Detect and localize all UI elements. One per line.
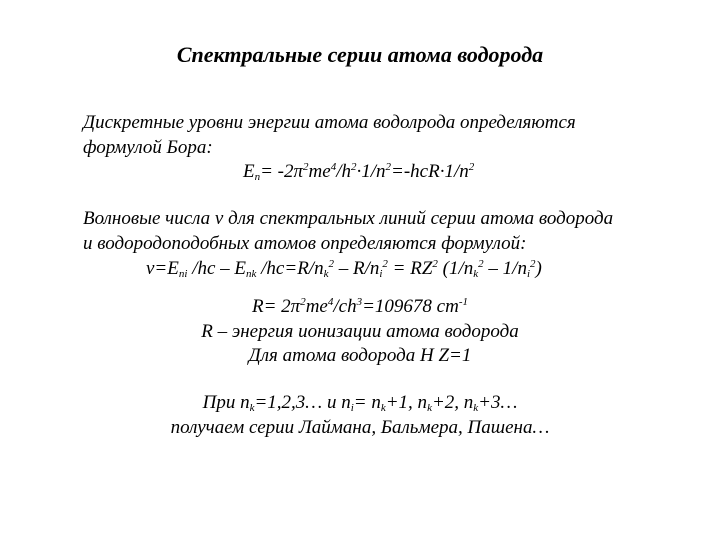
formula-text: =-hcR·1/n	[391, 161, 469, 182]
formula-text: =1,2,3… и n	[254, 392, 351, 413]
formula-sup: -1	[458, 296, 468, 308]
formula-sup: 3	[356, 296, 363, 308]
hydrogen-z-note: Для атома водорода H Z=1	[248, 345, 472, 366]
formula-text: me	[305, 296, 328, 317]
formula-text: – R/n	[333, 258, 380, 279]
formula-sub: k	[323, 268, 329, 280]
formula-sub: nk	[246, 268, 257, 280]
intro-line-1: Дискретные уровни энергии атома водолрода определяются	[83, 112, 576, 133]
rydberg-formula	[0, 296, 720, 318]
formula-sub: ni	[178, 268, 188, 280]
formula-text: = RZ	[387, 258, 433, 279]
formula-text: /hc=R/n	[256, 258, 324, 279]
intro-line-2: формулой Бора:	[83, 137, 213, 158]
formula-text: = -2π	[260, 161, 304, 182]
formula-sup: 2	[468, 161, 475, 173]
formula-sup: 2	[300, 296, 306, 308]
formula-text: При n	[202, 392, 250, 413]
formula-text: )	[535, 258, 542, 279]
formula-text: me	[308, 161, 331, 182]
formula-sup: 2	[328, 258, 334, 270]
formula-text: /hc – E	[187, 258, 247, 279]
formula-sup: 2	[432, 258, 438, 270]
wavenumber-formula	[146, 258, 542, 280]
page-title: Спектральные серии атома водорода	[176, 42, 544, 67]
formula-sub: k	[380, 402, 386, 414]
formula-sub: i	[379, 268, 383, 280]
bohr-formula	[243, 161, 474, 183]
formula-text: (1/n	[437, 258, 474, 279]
waves-line-1: Волновые числа ν для спектральных линий серии атома водорода	[83, 208, 614, 229]
formula-text: +3…	[478, 392, 518, 413]
formula-text: /h	[336, 161, 351, 182]
formula-sup: 2	[303, 161, 309, 173]
formula-text: ·1/n	[356, 161, 386, 182]
rydberg-definition: R – энергия ионизации атома водорода	[201, 321, 519, 342]
formula-sup: 2	[385, 161, 391, 173]
series-condition	[0, 392, 720, 414]
formula-sup: 2	[478, 258, 484, 270]
formula-text: = n	[353, 392, 381, 413]
formula-text: – 1/n	[483, 258, 527, 279]
formula-text: +1, n	[385, 392, 428, 413]
formula-text: +2, n	[431, 392, 474, 413]
waves-line-2: и водородоподобных атомов определяются формулой:	[83, 233, 527, 254]
formula-sub: k	[473, 402, 479, 414]
formula-sup: 2	[530, 258, 536, 270]
formula-sub: n	[254, 171, 261, 183]
formula-text: R= 2π	[252, 296, 301, 317]
series-names: получаем серии Лаймана, Бальмера, Пашена…	[170, 417, 550, 438]
formula-text: ν=E	[146, 258, 179, 279]
formula-sup: 2	[382, 258, 388, 270]
formula-sub: k	[249, 402, 255, 414]
formula-text: /ch	[333, 296, 357, 317]
formula-text: =109678 cm	[362, 296, 459, 317]
formula-sup: 4	[330, 161, 337, 173]
formula-text: E	[243, 161, 255, 182]
formula-sup: 4	[327, 296, 334, 308]
formula-sub: i	[526, 268, 531, 280]
formula-sub: k	[427, 402, 432, 414]
formula-sup: 2	[350, 161, 357, 173]
formula-sub: i	[350, 402, 354, 414]
formula-sub: k	[473, 268, 479, 280]
